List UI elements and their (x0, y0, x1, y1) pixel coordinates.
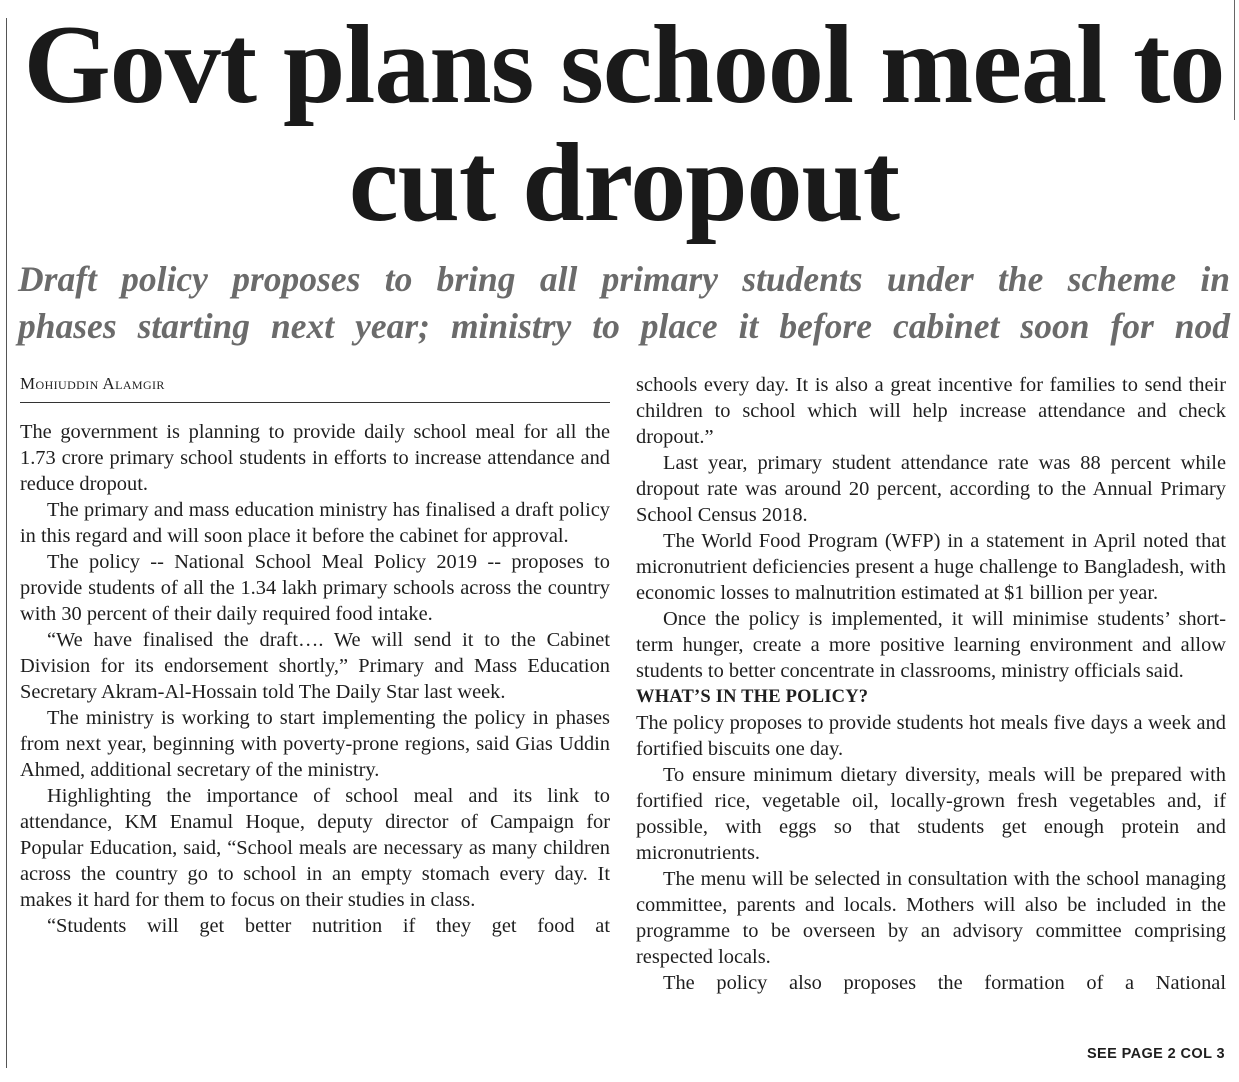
body-paragraph: The policy -- National School Meal Policy 2019 -- proposes to provide students of all the 1.34 lakh primary schools across the country with 30 percent of their daily required food intake. (20, 551, 610, 625)
subhead (18, 256, 1230, 350)
body-paragraph: The World Food Program (WFP) in a statement in April noted that micronutrient deficiencies present a huge challenge to Bangladesh, with economic losses to malnutrition estimated at $1 billion per year. (636, 530, 1226, 604)
body-paragraph: Last year, primary student attendance rate was 88 percent while dropout rate was around 20 percent, according to the Annual Primary School Census 2018. (636, 452, 1226, 526)
body-paragraph: The primary and mass education ministry has finalised a draft policy in this regard and will soon place it before the cabinet for approval. (20, 499, 610, 547)
body-paragraph: The policy proposes to provide students hot meals five days a week and fortified biscuits one day. (636, 712, 1226, 760)
body-paragraph: Once the policy is implemented, it will minimise students’ short-term hunger, create a more positive learning environment and allow students to better concentrate in classrooms, ministry officials said. (636, 608, 1226, 682)
left-column (20, 372, 610, 939)
body-paragraph: The policy also proposes the formation of a National (663, 972, 1226, 994)
subhead-line: Draft policy proposes to bring all primary students under the scheme in (18, 259, 1230, 299)
body-paragraph: Highlighting the importance of school meal and its link to attendance, KM Enamul Hoque, deputy director of Campaign for Popular Education, said, “School meals are necessary as many children across the country go to school in an empty stomach every day. It makes it hard for them to focus on their studies in class. (20, 785, 610, 911)
subhead-line: phases starting next year; ministry to place it before cabinet soon for nod (18, 306, 1230, 346)
body-paragraph-continued: schools every day. It is also a great incentive for families to send their children to school which will help increase attendance and check dropout.” (636, 374, 1226, 448)
column-rule-left (6, 18, 7, 1068)
headline: Govt plans school meal to cut dropout (23, 3, 1225, 245)
body-paragraph: “Students will get better nutrition if they get food at (47, 915, 610, 937)
body-paragraph: The menu will be selected in consultation with the school managing committee, parents and locals. Mothers will also be included in the programme to be overseen by an advisory committee comprising respected locals. (636, 868, 1226, 968)
continued-jump-line[interactable]: SEE PAGE 2 COL 3 (1086, 1046, 1225, 1062)
column-rule-right (1234, 0, 1235, 120)
section-heading: WHAT’S IN THE POLICY? (636, 687, 869, 707)
body-paragraph: The ministry is working to start implementing the policy in phases from next year, beginning with poverty-prone regions, said Gias Uddin Ahmed, additional secretary of the ministry. (20, 707, 610, 781)
body-paragraph: To ensure minimum dietary diversity, meals will be prepared with fortified rice, vegetable oil, locally-grown fresh vegetables and, if possible, with eggs so that students get enough protein and micronutrients. (636, 764, 1226, 864)
body-paragraph: “We have finalised the draft…. We will send it to the Cabinet Division for its endorsement shortly,” Primary and Mass Education Secretary Akram-Al-Hossain told The Daily Star last week. (20, 629, 610, 703)
right-column (636, 372, 1226, 996)
byline: Mohiuddin Alamgir (20, 372, 610, 403)
body-paragraph: The government is planning to provide daily school meal for all the 1.73 crore primary school students in efforts to increase attendance and reduce dropout. (20, 421, 610, 495)
